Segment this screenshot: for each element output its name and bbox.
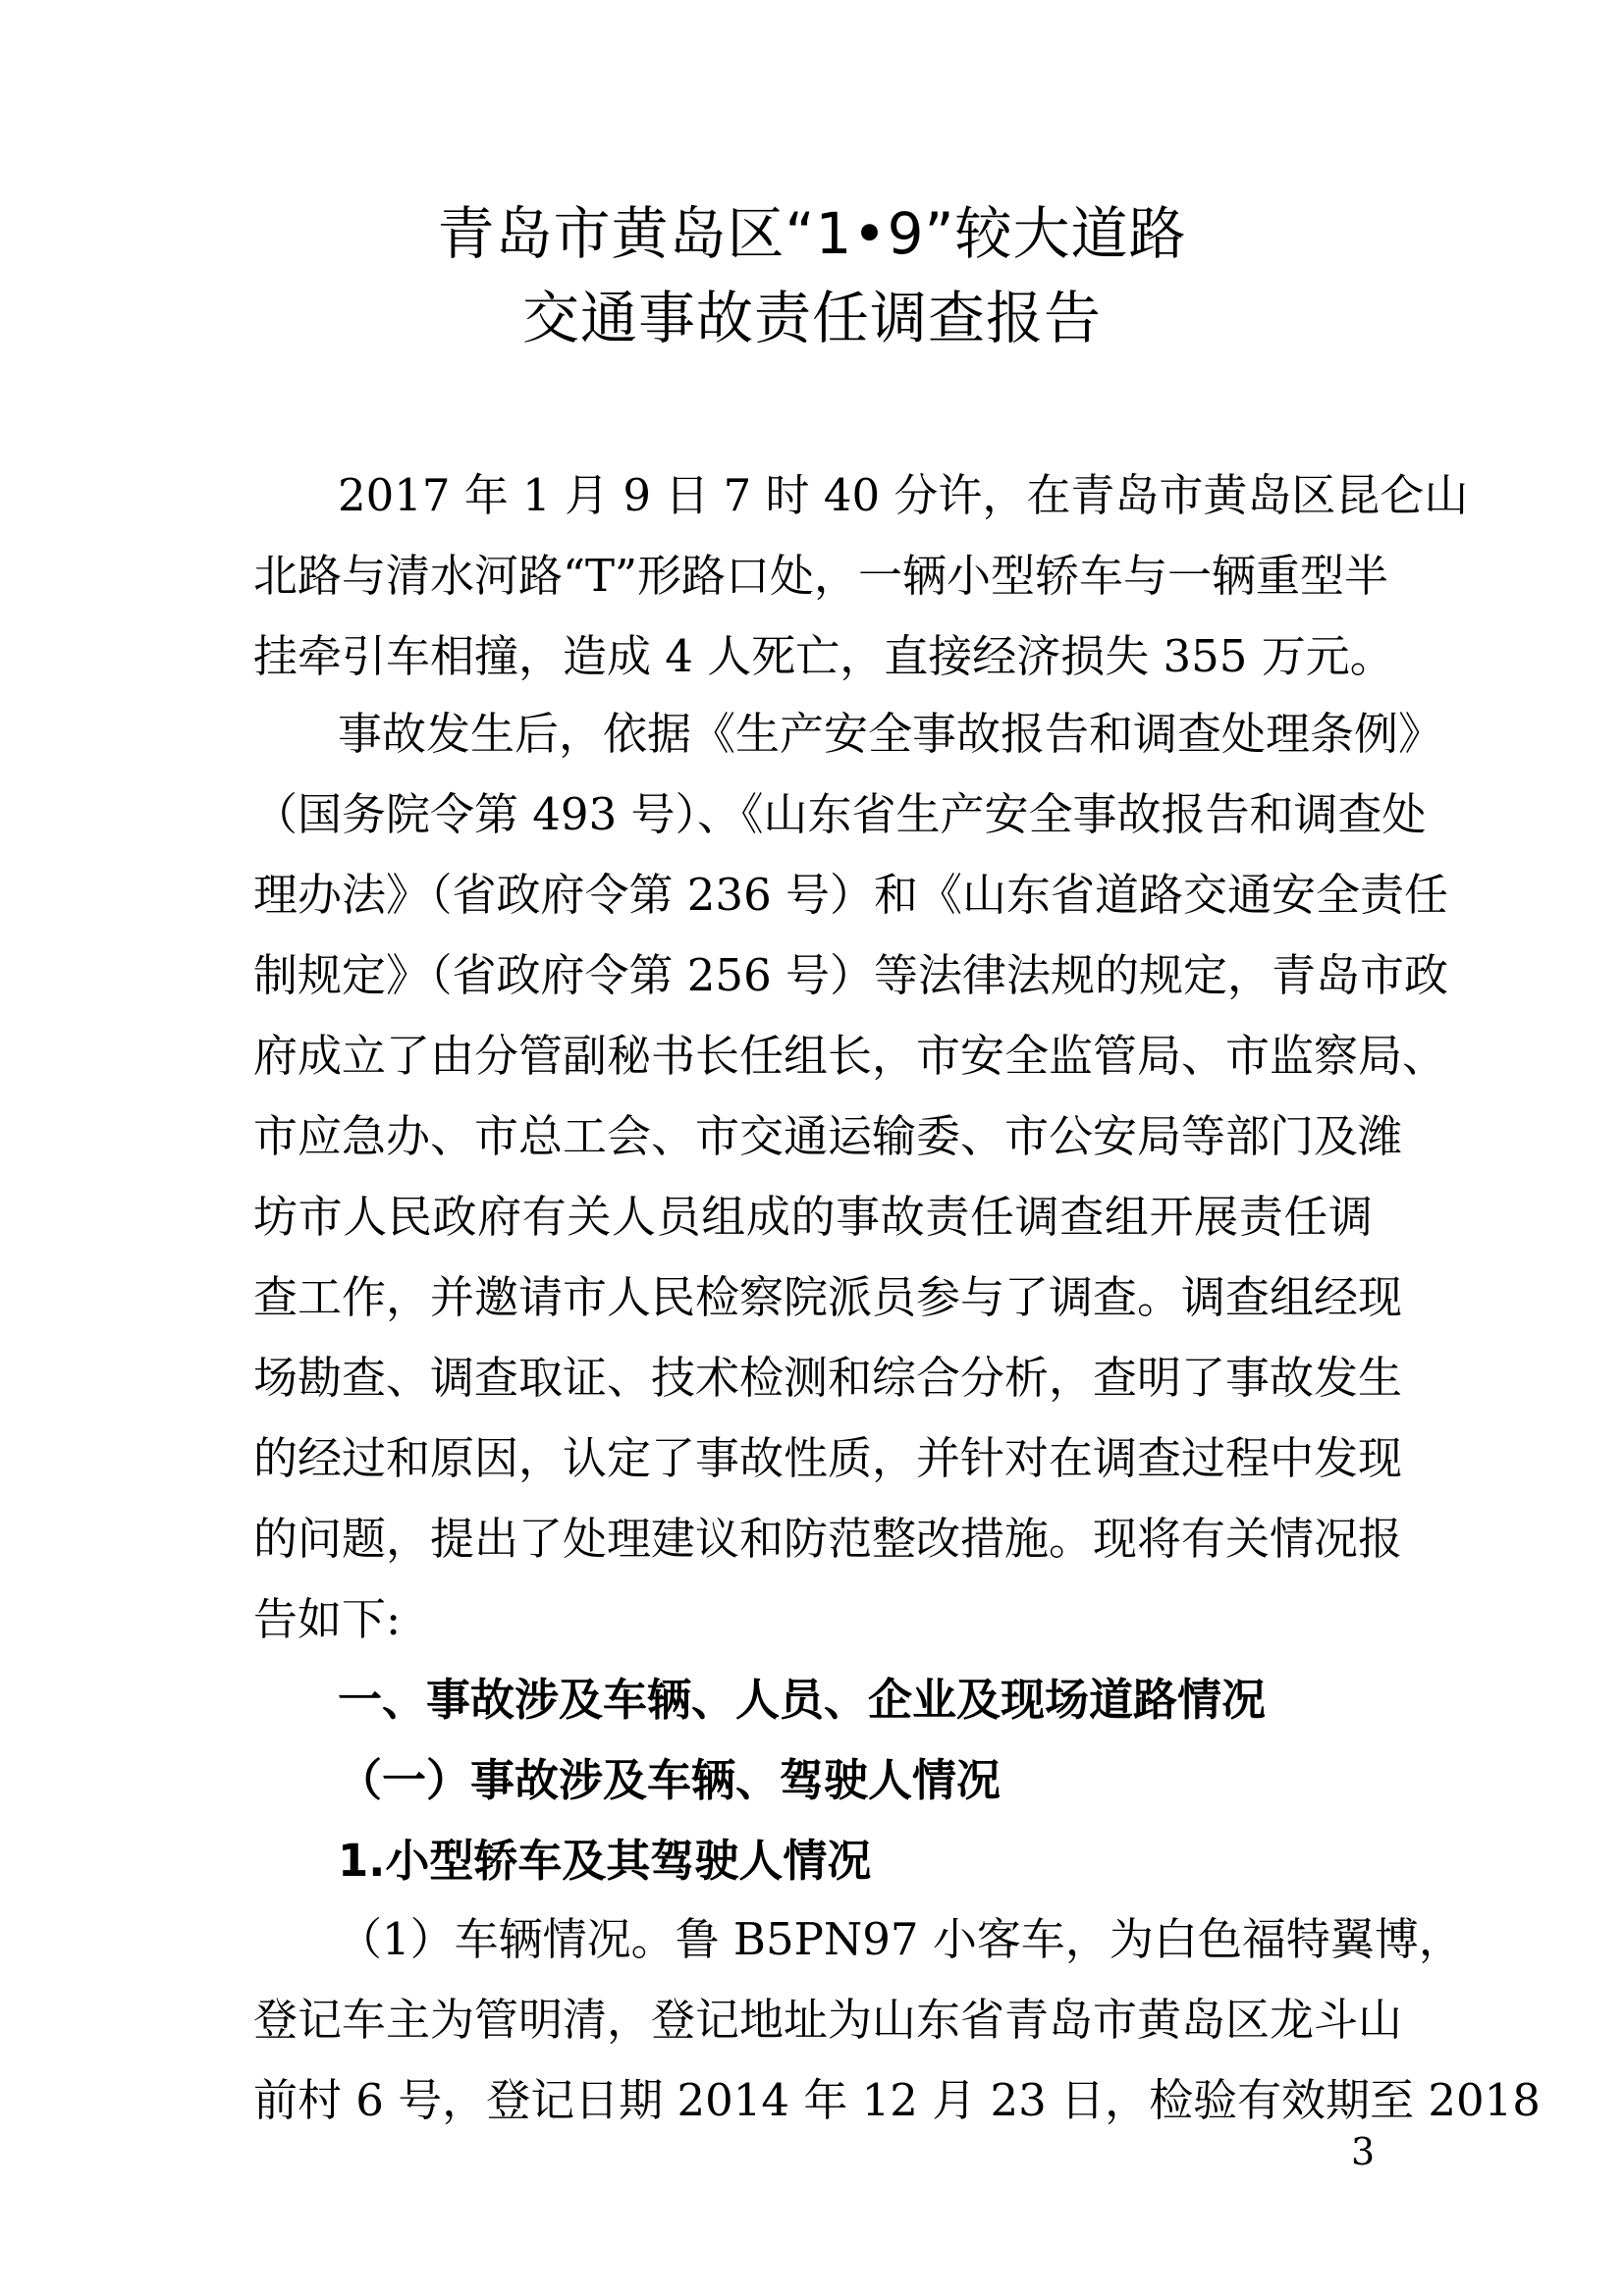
paragraph-line: 登记车主为管明清，登记地址为山东省青岛市黄岛区龙斗山 xyxy=(253,1994,1403,2046)
paragraph-line: （国务院令第 493 号）、《山东省生产安全事故报告和调查处 xyxy=(253,788,1427,840)
paragraph-line: 挂牵引车相撞，造成 4 人死亡，直接经济损失 355 万元。 xyxy=(253,630,1394,682)
section-heading: 一、事故涉及车辆、人员、企业及现场道路情况 xyxy=(338,1674,1267,1726)
paragraph-line: （1）车辆情况。鲁 B5PN97 小客车，为白色福特翼博， xyxy=(338,1913,1463,1965)
paragraph-line: 府成立了由分管副秘书长任组长，市安全监管局、市监察局、 xyxy=(253,1030,1447,1082)
report-title-line-2: 交通事故责任调查报告 xyxy=(521,285,1102,351)
paragraph-line: 北路与清水河路“T”形路口处，一辆小型轿车与一辆重型半 xyxy=(253,550,1389,602)
paragraph-line: 告如下: xyxy=(253,1593,402,1645)
paragraph-line: 事故发生后，依据《生产安全事故报告和调查处理条例》 xyxy=(338,708,1443,760)
page-number: 3 xyxy=(1351,2130,1376,2173)
paragraph-line: 理办法》（省政府令第 236 号）和《山东省道路交通安全责任 xyxy=(253,869,1449,921)
paragraph-line: 前村 6 号，登记日期 2014 年 12 月 23 日，检验有效期至 2018 xyxy=(253,2074,1541,2126)
report-title-line-1: 青岛市黄岛区“1•9”较大道路 xyxy=(437,200,1187,267)
paragraph-line: 坊市人民政府有关人员组成的事故责任调查组开展责任调 xyxy=(253,1191,1373,1243)
paragraph-line: 查工作，并邀请市人民检察院派员参与了调查。调查组经现 xyxy=(253,1271,1403,1323)
paragraph-line: 制规定》（省政府令第 256 号）等法律法规的规定，青岛市政 xyxy=(253,949,1449,1001)
paragraph-line: 的经过和原因，认定了事故性质，并针对在调查过程中发现 xyxy=(253,1432,1403,1484)
paragraph-line: 场勘查、调查取证、技术检测和综合分析，查明了事故发生 xyxy=(253,1352,1403,1404)
paragraph-line: 市应急办、市总工会、市交通运输委、市公安局等部门及潍 xyxy=(253,1110,1403,1162)
paragraph-line: 2017 年 1 月 9 日 7 时 40 分许，在青岛市黄岛区昆仑山 xyxy=(338,469,1469,521)
subsection-heading: （一）事故涉及车辆、驾驶人情况 xyxy=(338,1754,1001,1806)
item-heading: 1.小型轿车及其驾驶人情况 xyxy=(338,1835,872,1887)
paragraph-line: 的问题，提出了处理建议和防范整改措施。现将有关情况报 xyxy=(253,1513,1403,1565)
